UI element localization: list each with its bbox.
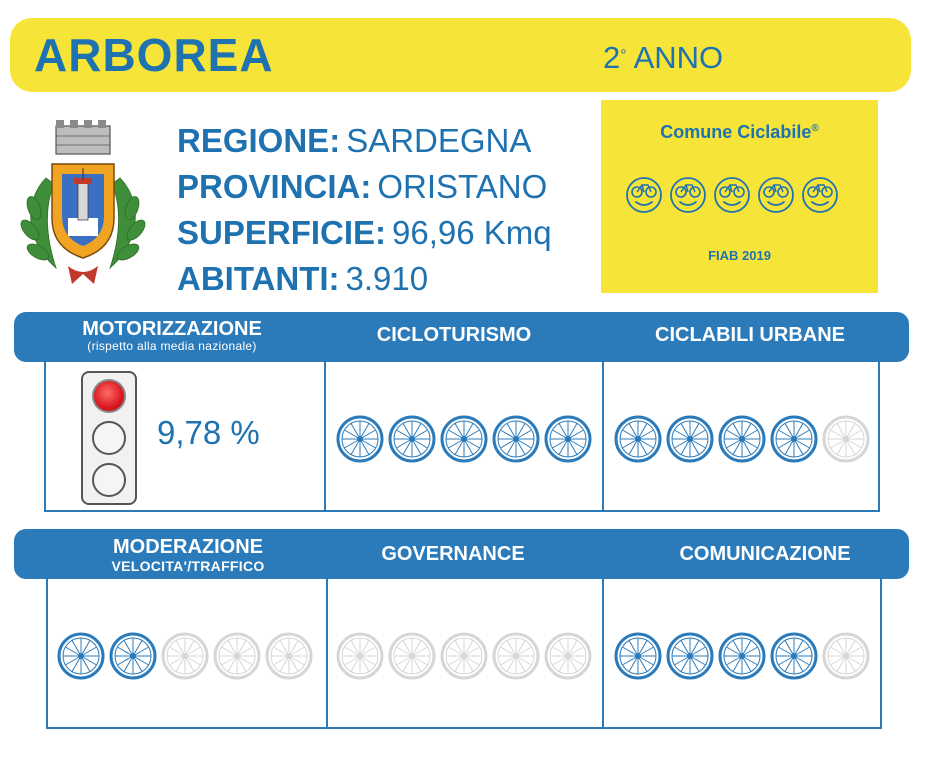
bicycle-wheel-icon-active — [665, 414, 715, 464]
info-label: REGIONE: — [177, 122, 341, 159]
bicycle-wheel-icon-inactive — [335, 631, 385, 681]
bicycle-wheel-icon-active — [491, 414, 541, 464]
info-provincia — [177, 164, 552, 210]
edition-number: 2 — [603, 40, 621, 75]
bicycle-wheel-icon-inactive — [387, 631, 437, 681]
motorizzazione-value: 9,78 % — [157, 414, 260, 451]
bicycle-wheel-icon-inactive — [264, 631, 314, 681]
edition-degree: ° — [620, 47, 627, 64]
town-name: ARBOREA — [34, 29, 274, 81]
traffic-light-icon — [81, 371, 137, 505]
coat-of-arms-icon — [16, 118, 150, 286]
bicycle-wheel-icon-inactive — [491, 631, 541, 681]
bicycle-wheel-icon-inactive — [821, 631, 871, 681]
category-title-governance: GOVERNANCE — [381, 543, 525, 565]
bicycle-wheel-icon-active — [769, 414, 819, 464]
category-title-ciclabili-urbane: CICLABILI URBANE — [655, 324, 845, 346]
comune-ciclabile-badge — [601, 100, 878, 293]
info-label: PROVINCIA: — [177, 168, 372, 205]
category-title-comunicazione: COMUNICAZIONE — [679, 543, 851, 565]
category-subtitle: VELOCITA'/TRAFFICO — [111, 558, 265, 574]
bicycle-wheel-icon-active — [613, 631, 663, 681]
bicycle-wheel-icon-active — [543, 414, 593, 464]
bicycle-wheel-icon-inactive — [160, 631, 210, 681]
edition-label — [603, 38, 723, 78]
bike-smiley-icon — [801, 176, 839, 214]
traffic-light-yellow-lamp — [92, 421, 126, 455]
rating-governance — [335, 631, 593, 681]
category-title-moderazione — [66, 536, 310, 574]
badge-title-mark: ® — [811, 123, 819, 134]
rating-moderazione — [56, 631, 314, 681]
info-abitanti — [177, 256, 552, 302]
badge-title — [601, 122, 878, 143]
bicycle-wheel-icon-active — [665, 631, 715, 681]
bicycle-wheel-icon-inactive — [543, 631, 593, 681]
info-label: ABITANTI: — [177, 260, 340, 297]
bicycle-wheel-icon-inactive — [821, 414, 871, 464]
category-subtitle: (rispetto alla media nazionale) — [87, 339, 257, 353]
info-regione — [177, 118, 552, 164]
rating-comunicazione — [613, 631, 871, 681]
bicycle-wheel-icon-active — [108, 631, 158, 681]
bike-smiley-icon — [757, 176, 795, 214]
badge-smileys — [625, 176, 839, 214]
info-value: 96,96 Kmq — [392, 214, 552, 251]
info-value: 3.910 — [345, 260, 429, 297]
bicycle-wheel-icon-inactive — [439, 631, 489, 681]
info-label: SUPERFICIE: — [177, 214, 387, 251]
info-value: SARDEGNA — [346, 122, 532, 159]
bike-smiley-icon — [713, 176, 751, 214]
info-superficie — [177, 210, 552, 256]
bike-smiley-icon — [625, 176, 663, 214]
bicycle-wheel-icon-active — [717, 414, 767, 464]
town-info — [177, 118, 552, 302]
rating-cicloturismo — [335, 414, 593, 464]
badge-footer: FIAB 2019 — [708, 248, 771, 263]
category-title-text: MODERAZIONE — [113, 536, 263, 558]
bicycle-wheel-icon-inactive — [212, 631, 262, 681]
info-value: ORISTANO — [377, 168, 548, 205]
bicycle-wheel-icon-active — [717, 631, 767, 681]
category-title-motorizzazione — [36, 318, 308, 353]
bicycle-wheel-icon-active — [56, 631, 106, 681]
traffic-light-red-lamp — [92, 379, 126, 413]
edition-word: ANNO — [633, 40, 724, 75]
traffic-light-green-lamp — [92, 463, 126, 497]
badge-title-text: Comune Ciclabile — [660, 122, 812, 142]
bicycle-wheel-icon-active — [335, 414, 385, 464]
category-title-cicloturismo: CICLOTURISMO — [376, 324, 532, 346]
category-title-text: MOTORIZZAZIONE — [82, 318, 262, 340]
bicycle-wheel-icon-active — [387, 414, 437, 464]
bike-smiley-icon — [669, 176, 707, 214]
bicycle-wheel-icon-active — [439, 414, 489, 464]
bicycle-wheel-icon-active — [769, 631, 819, 681]
bicycle-wheel-icon-active — [613, 414, 663, 464]
rating-ciclabili-urbane — [613, 414, 871, 464]
